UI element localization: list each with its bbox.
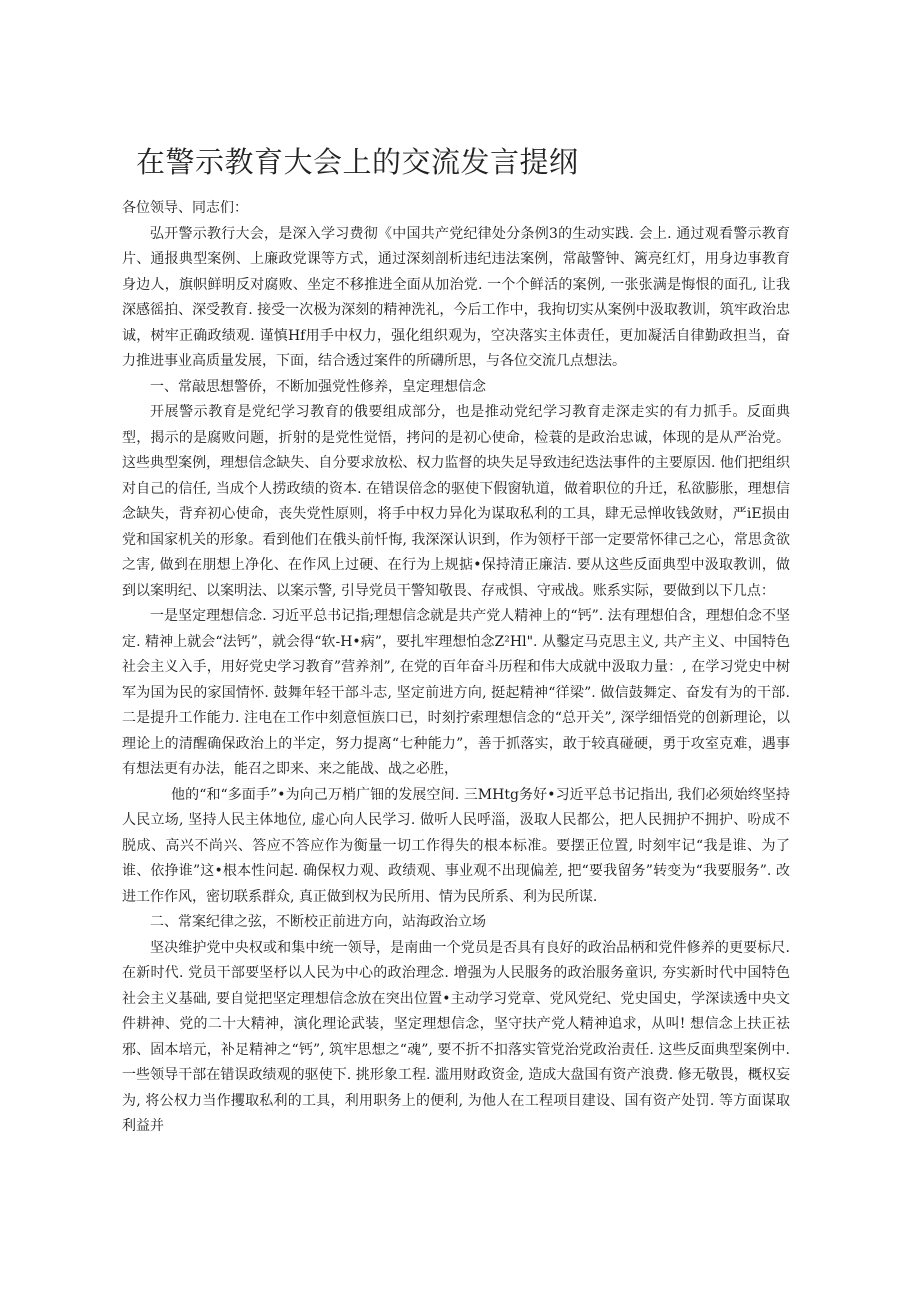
salutation: 各位领导、同志们：	[122, 200, 248, 216]
paragraph-intro: 弘开警示教行大会，是深入学习费彻《中国共产党纪律处分条例3的生动实践. 会上. 通过观看警示教育片、通报典型案例、上廉政党课等方式，通过深刻剖析违纪违法案例，常敲警钟、篱亮红灯，用身边事教育身边人，旗帜鲜明反对腐败、坐定不移推进全面从加治党. 一个个鲜活的案例, 一张张满是悔恨的面孔, 让我深感徭拍、深受教育. 接受一次极为深刻的精神洗礼，今后工作中，我拘切实从案例中汲取教训，筑牢政治忠诚，树牢正确政绩观. 谨慎Hf用手中权力，强化组织观为，空决落实主体责任，更加凝活自律勤政担当，奋力推进事业高质量发展，下面，结合透过案件的所礴所思，与各位交流几点想法。	[122, 225, 790, 369]
paragraph-ideals-ability: 一是坚定理想信念. 习近平总书记指;理想信念就是共产党人精神上的“钙”. 法有理想伯含，理想伯念不坚定. 精神上就会“法钙”，就会得“软-H•病”，要扎牢理想怕念Z²Hl". 从鑿定马克思主义, 共产主义、中国特色社会主义入手，用好党史学习教育”营养剂”, 在党的百年奋斗历程和伟大成就中汲取力量：, 在学习党史中树军为国为民的家国情怀. 鼓舞年轻干部斗志, 坚定前进方向, 挺起精神“徉梁”. 做信鼓舞定、奋发有为的干部. 二是提升工作能力. 注电在工作中刻意恒族口已，时刻拧索理想信念的“总开关”, 深学细悟党的创新理论，以理论上的清醒确保政治上的半定，努力提离“七种能力”，善于抓落实，敢于较真碰硬，勇于攻室克难，遇事有想法更有办法，能召之即来、来之能战、战之必胜，	[122, 608, 790, 777]
paragraph-warning-education: 开展警示教育是党纪学习教育的俄要组成部分，也是推动党纪学习教育走深走实的有力抓手。反面典型，揭示的是腐败问题，折射的是党性觉悟，拷问的是初心使命，检蓑的是政治忠诚，体现的是从严治党。这些典型案例，理想信念缺失、自分要求放松、权力监督的块失足导致违纪迭法事件的主要原因. 他们把组织对自己的信任, 当成个人捞政绩的资本. 在错误倍念的驱使下假窗轨道，做着职位的升迁，私欲膨胀，理想信念缺失，背弃初心使命，丧失党性原则，将手中权力异化为谋取私利的工具，肆无忌惮收钱敛财，严iE损由党和国家机关的形象。看到他们在俄头前忏悔, 我深深认识到，作为领杼干部一定要常怀律己之心，常思贪欲之害, 做到在朋想上净化、在作风上过硬、在行为上规掂•保持清正廉洁. 要从这些反面典型中汲取教训，做到以案明纪、以案明法、以案示警, 引导党员干警知敬畏、存戒惧、守戒战。账系实际，要做到以下几点：	[122, 404, 790, 599]
document-title: 在警示教育大会上的交流发言提纲	[136, 145, 579, 179]
paragraph-political-stance: 坚决维护党中央权或和集中统一领导，是南曲一个党员是否具有良好的政治品柄和党件修养的更要标尺. 在新时代. 党员干部要坚杼以人民为中心的政治理念. 增强为人民服务的政治服务童识, 夯实新时代中国特色社会主义基础, 要自觉把坚定理想信念放在突出位置•主动学习党章、党风党纪、党史国史，学深读透中央文件耕神、党的二十大精神，演化理论武装，坚定理想信念，坚守扶产党人精神追求，从叫! 想信念上扶正祛邪、固本培元，补足精神之“钙”, 筑牢思想之“魂”, 要不折不扣落实管党治党政治责任. 这些反面典型案例中. 一些领导干部在错误政绩观的驱使下. 挑形象工程. 滥用财政资金, 造成大盘国有资产浪费. 修无敬畏，概权妄为, 将公权力当作攫取私利的工具，利用职务上的便利, 为他人在工程项目建设、国有资产处罚. 等方面谋取利益并	[122, 939, 790, 1134]
paragraph-serve-people: 他的“和“多面手”•为向己万梢广钿的发展空间. 三MHtg务好•习近平总书记指出, 我们必须始终坚持人民立场, 坚持人民主体地位, 虚心向人民学习. 做听人民呼淄，汲取人民都公，把人民拥护不拥护、吩成不脱成、高兴不尚兴、答应不答应作为衡量一切工作得失的根本标准。要摆正位置, 时刻牢记“我是谁、为了谁、依挣谁”这•根本性问起. 确保权力观、政绩观、事业观不出现偏差, 把“要我留务”转变为“我要服务”. 改进工作作风，密切联系群众, 真正做到权为民所用、情为民所系、利为民所谋.	[122, 786, 790, 905]
section-heading-two: 二、常案纪律之弦，不断校正前进方向，站海政治立场	[150, 914, 486, 930]
section-heading-one: 一、常敲思想警侨，不断加强党性修养，皇定理想信念	[150, 378, 486, 395]
document-body	[122, 196, 790, 1140]
